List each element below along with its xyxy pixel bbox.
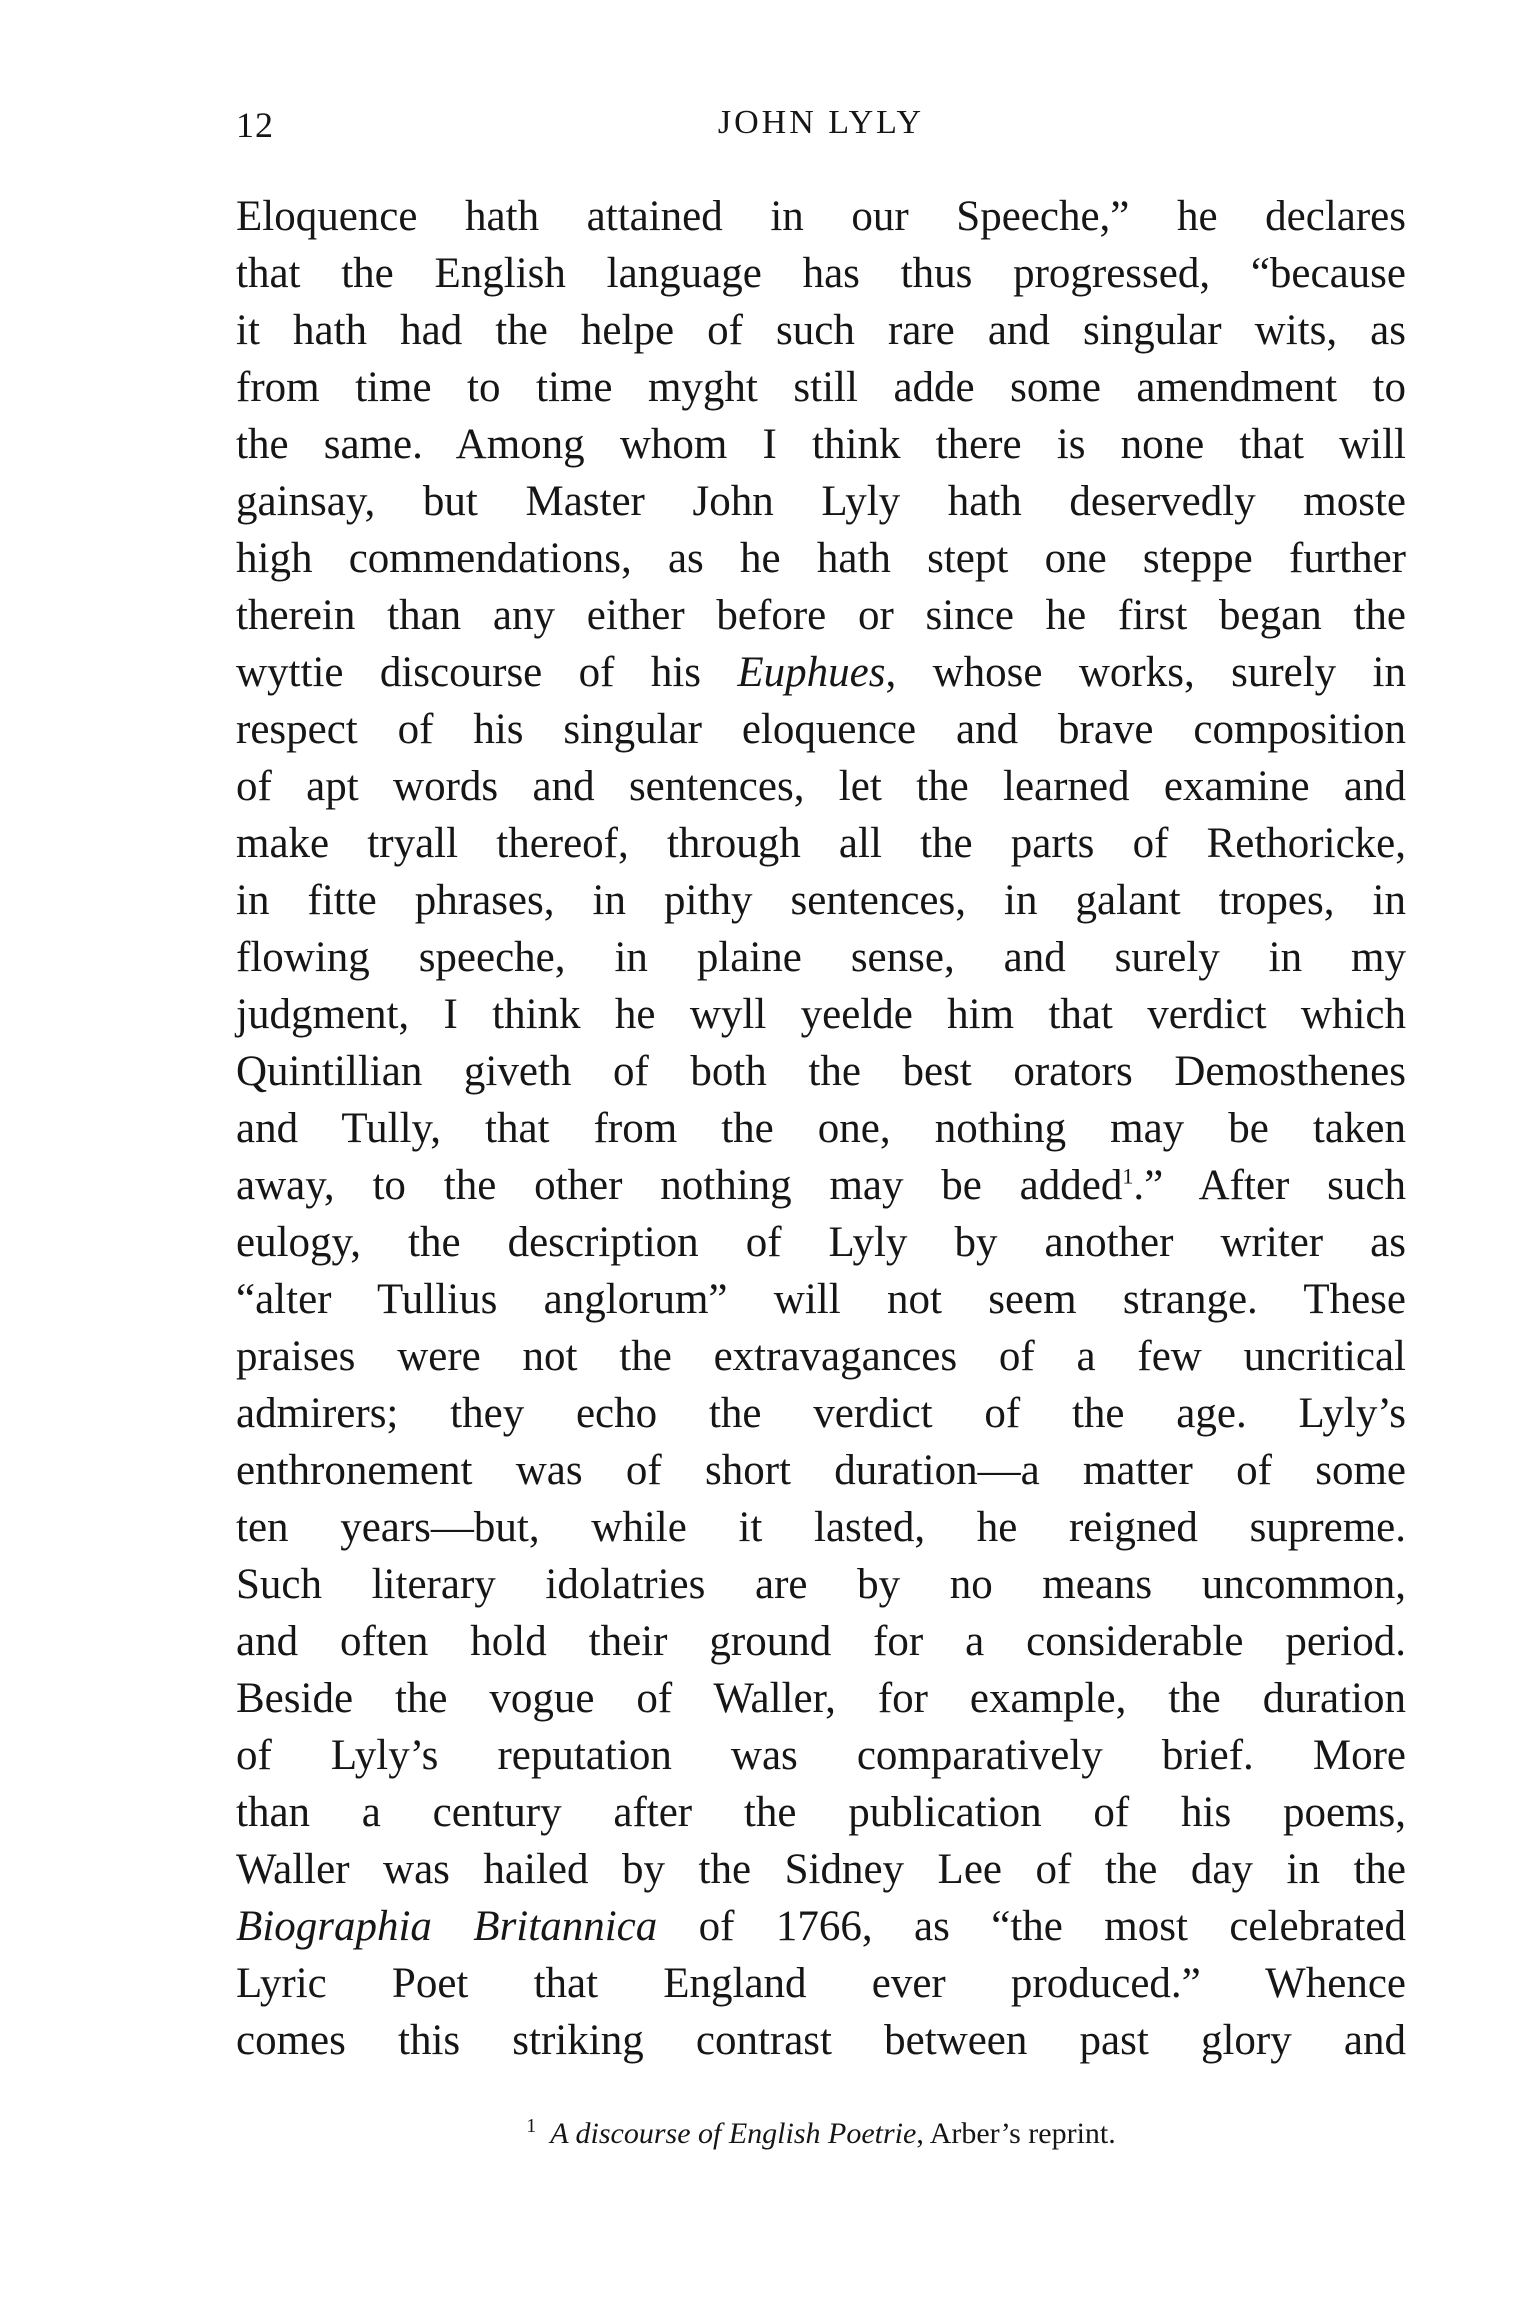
text-line: that the English language has thus progressed, “because (236, 250, 1406, 297)
footnote-source: , Arber’s reprint. (916, 2117, 1116, 2150)
text-line: the same. Among whom I think there is none that will (236, 421, 1406, 468)
text-line: Beside the vogue of Waller, for example, the duration (236, 1675, 1406, 1722)
page-number: 12 (236, 105, 274, 145)
text-line: and often hold their ground for a considerable period. (236, 1618, 1406, 1665)
text-line: therein than any either before or since he first began the (236, 592, 1406, 639)
text-line: from time to time myght still adde some amendment to (236, 364, 1406, 411)
page-header (236, 104, 1406, 154)
text-line: flowing speeche, in plaine sense, and surely in my (236, 934, 1406, 981)
text-line: judgment, I think he wyll yeelde him that verdict which (236, 991, 1406, 1038)
text-line: high commendations, as he hath stept one steppe further (236, 535, 1406, 582)
text-line: “alter Tullius anglorum” will not seem strange. These (236, 1276, 1406, 1323)
text-line: Quintillian giveth of both the best orators Demosthenes (236, 1048, 1406, 1095)
italic-title: Biographia Britannica (236, 1903, 658, 1950)
italic-title: Euphues (737, 649, 886, 696)
text-line: enthronement was of short duration—a matter of some (236, 1447, 1406, 1494)
footnote-marker: 1 (526, 2115, 537, 2137)
footnote (236, 2115, 1406, 2151)
text-line: than a century after the publication of his poems, (236, 1789, 1406, 1836)
text-line: ten years—but, while it lasted, he reigned supreme. (236, 1504, 1406, 1551)
footnote-reference: 1 (1122, 1163, 1134, 1189)
text-line: make tryall thereof, through all the parts of Rethoricke, (236, 820, 1406, 867)
text-line: Such literary idolatries are by no means uncommon, (236, 1561, 1406, 1608)
text-line-biographia: Biographia Britannica of 1766, as “the most celebrated (236, 1903, 1406, 1950)
text-line: Eloquence hath attained in our Speeche,” he declares (236, 193, 1406, 240)
text-line: Waller was hailed by the Sidney Lee of the day in the (236, 1846, 1406, 1893)
text-line: comes this striking contrast between past glory and (236, 2017, 1406, 2064)
text-line: respect of his singular eloquence and brave composition (236, 706, 1406, 753)
body-text (236, 188, 1406, 2069)
text-line: of Lyly’s reputation was comparatively brief. More (236, 1732, 1406, 1779)
text-line: and Tully, that from the one, nothing may be taken (236, 1105, 1406, 1152)
footnote-title: A discourse of English Poetrie (550, 2117, 917, 2150)
text-line: gainsay, but Master John Lyly hath deservedly moste (236, 478, 1406, 525)
text-line: in fitte phrases, in pithy sentences, in galant tropes, in (236, 877, 1406, 924)
text-line: eulogy, the description of Lyly by another writer as (236, 1219, 1406, 1266)
text-line: praises were not the extravagances of a few uncritical (236, 1333, 1406, 1380)
text-line: of apt words and sentences, let the learned examine and (236, 763, 1406, 810)
text-line: it hath had the helpe of such rare and singular wits, as (236, 307, 1406, 354)
text-line: Lyric Poet that England ever produced.” Whence (236, 1960, 1406, 2007)
text-line-footnote-ref: away, to the other nothing may be added$^1$.” After such (236, 1162, 1406, 1209)
running-title: JOHN LYLY (717, 104, 925, 141)
text-line: admirers; they echo the verdict of the age. Lyly’s (236, 1390, 1406, 1437)
text-line-euphues: wyttie discourse of his Euphues, whose works, surely in (236, 649, 1406, 696)
